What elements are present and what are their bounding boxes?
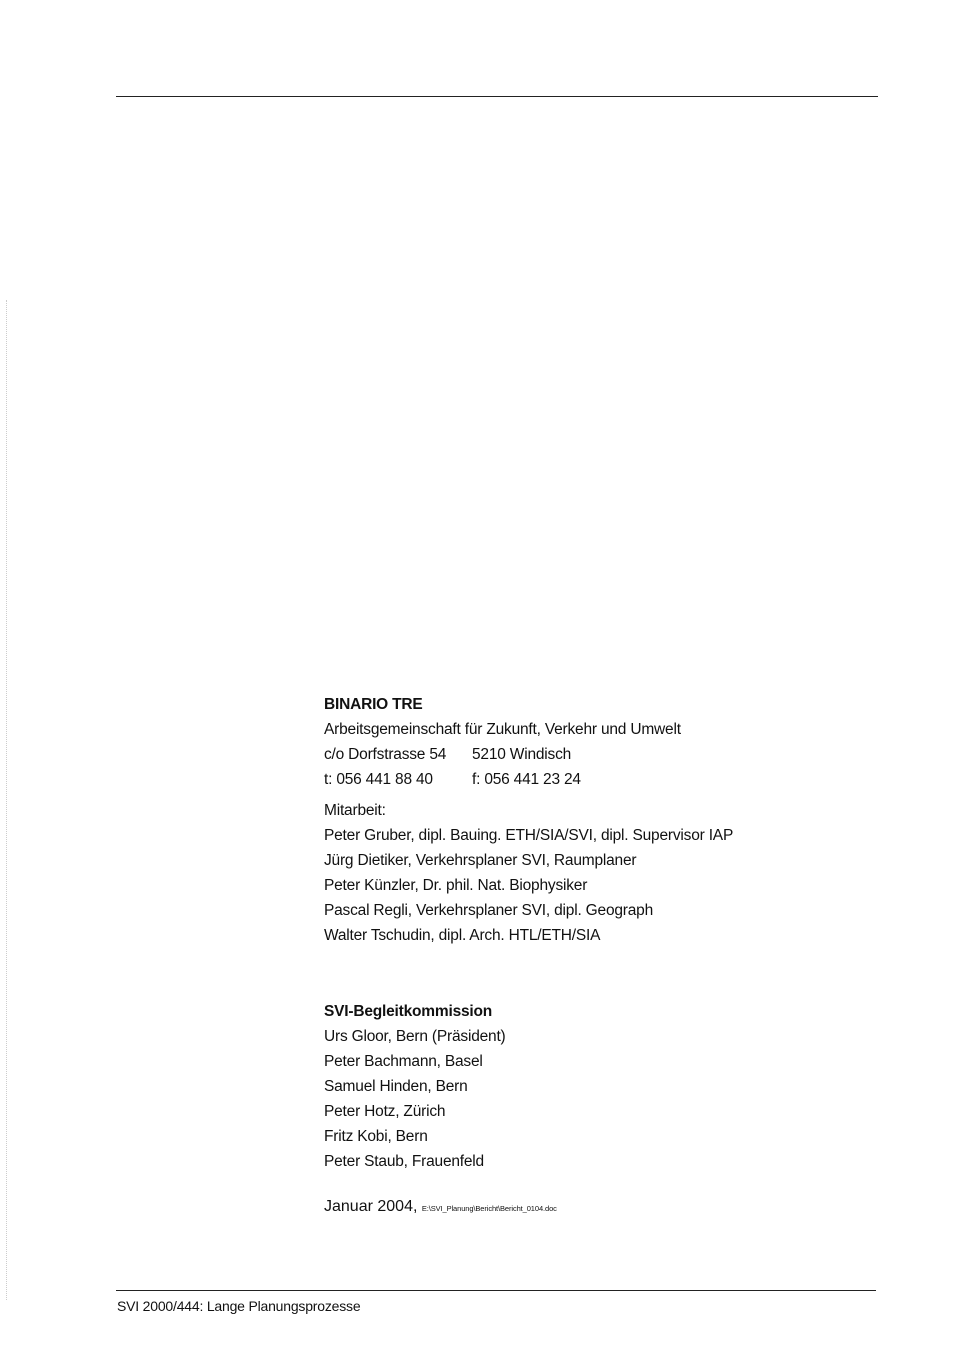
kommission-member: Peter Staub, Frauenfeld <box>324 1153 484 1170</box>
header-rule <box>116 96 878 97</box>
org-fax: f: 056 441 23 24 <box>472 771 581 788</box>
org-phone: t: 056 441 88 40 <box>324 771 433 788</box>
kommission-member: Peter Bachmann, Basel <box>324 1053 483 1070</box>
footer-rule <box>116 1290 876 1291</box>
org-address <box>324 742 733 767</box>
mitarbeit-person: Walter Tschudin, dipl. Arch. HTL/ETH/SIA <box>324 927 601 944</box>
kommission-member: Urs Gloor, Bern (Präsident) <box>324 1028 506 1045</box>
org-address-street: c/o Dorfstrasse 54 <box>324 746 447 763</box>
mitarbeit-person: Peter Künzler, Dr. phil. Nat. Biophysiker <box>324 877 588 894</box>
kommission-member: Samuel Hinden, Bern <box>324 1078 468 1095</box>
footer-text: SVI 2000/444: Lange Planungsprozesse <box>117 1298 361 1314</box>
kommission-member: Fritz Kobi, Bern <box>324 1128 428 1145</box>
org-address-city: 5210 Windisch <box>472 746 572 763</box>
document-date: Januar 2004, <box>324 1198 418 1215</box>
mitarbeit-person: Jürg Dietiker, Verkehrsplaner SVI, Raumplaner <box>324 852 637 869</box>
org-description: Arbeitsgemeinschaft für Zukunft, Verkehr und Umwelt <box>324 721 681 738</box>
org-block <box>324 692 733 948</box>
mitarbeit-heading: Mitarbeit: <box>324 802 386 819</box>
kommission-member: Peter Hotz, Zürich <box>324 1103 446 1120</box>
date-line <box>324 1198 557 1216</box>
kommission-block <box>324 999 506 1174</box>
mitarbeit-person: Pascal Regli, Verkehrsplaner SVI, dipl. Geograph <box>324 902 654 919</box>
kommission-heading: SVI-Begleitkommission <box>324 1003 493 1020</box>
file-path: E:\SVI_Planung\Bericht\Bericht_0104.doc <box>421 1204 557 1213</box>
org-contact <box>324 767 733 792</box>
org-name: BINARIO TRE <box>324 696 423 713</box>
scan-edge <box>6 300 7 1300</box>
mitarbeit-person: Peter Gruber, dipl. Bauing. ETH/SIA/SVI, dipl. Supervisor IAP <box>324 827 734 844</box>
